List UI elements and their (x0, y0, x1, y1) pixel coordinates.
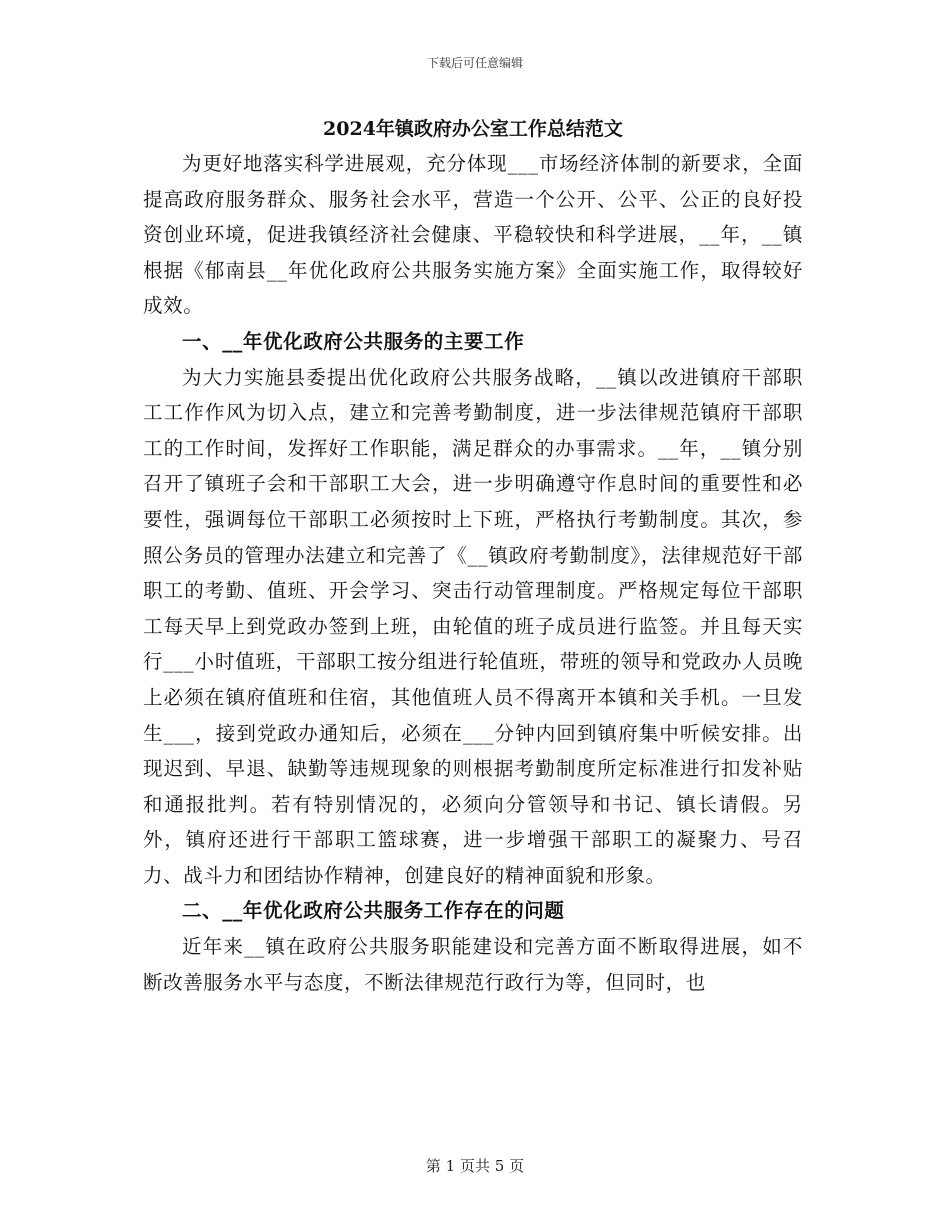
page-header-note: 下载后可任意编辑 (426, 56, 523, 70)
paragraph-section-2: 近年来__镇在政府公共服务职能建设和完善方面不断取得进展，如不断改善服务水平与态度，不断法律规范行政行为等，但同时，也 (143, 935, 803, 994)
page-number: 第 1 页共 5 页 (425, 1157, 525, 1175)
section-heading-2: 二、__年优化政府公共服务工作存在的问题 (182, 899, 565, 923)
document-body (143, 112, 803, 1000)
document-title: 2024年镇政府办公室工作总结范文 (323, 118, 623, 140)
section-heading-1: 一、__年优化政府公共服务的主要工作 (182, 329, 525, 353)
paragraph-section-1: 为大力实施县委提出优化政府公共服务战略，__镇以改进镇府干部职工工作作风为切入点，建立和完善考勤制度，进一步法律规范镇府干部职工的工作时间，发挥好工作职能，满足群众的办事需求。__年，__镇分别召开了镇班子会和干部职工大会，进一步明确遵守作息时间的重要性和必要性，强调每位干部职工必须按时上下班，严格执行考勤制度。其次，参照公务员的管理办法建立和完善了《__镇政府考勤制度》，法律规范好干部职工的考勤、值班、开会学习、突击行动管理制度。严格规定每位干部职工每天早上到党政办签到上班，由轮值的班子成员进行监签。并且每天实行___小时值班，干部职工按分组进行轮值班，带班的领导和党政办人员晚上必须在镇府值班和住宿，其他值班人员不得离开本镇和关手机。一旦发生___，接到党政办通知后，必须在___分钟内回到镇府集中听候安排。出现迟到、早退、缺勤等违规现象的则根据考勤制度所定标准进行扣发补贴和通报批判。若有特别情况的，必须向分管领导和书记、镇长请假。另外，镇府还进行干部职工篮球赛，进一步增强干部职工的凝聚力、号召力、战斗力和团结协作精神，创建良好的精神面貌和形象。 (143, 365, 803, 887)
paragraph-intro: 为更好地落实科学进展观，充分体现___市场经济体制的新要求，全面提高政府服务群众、服务社会水平，营造一个公开、公平、公正的良好投资创业环境，促进我镇经济社会健康、平稳较快和科学进展，__年，__镇根据《郁南县__年优化政府公共服务实施方案》全面实施工作，取得较好成效。 (143, 152, 803, 318)
